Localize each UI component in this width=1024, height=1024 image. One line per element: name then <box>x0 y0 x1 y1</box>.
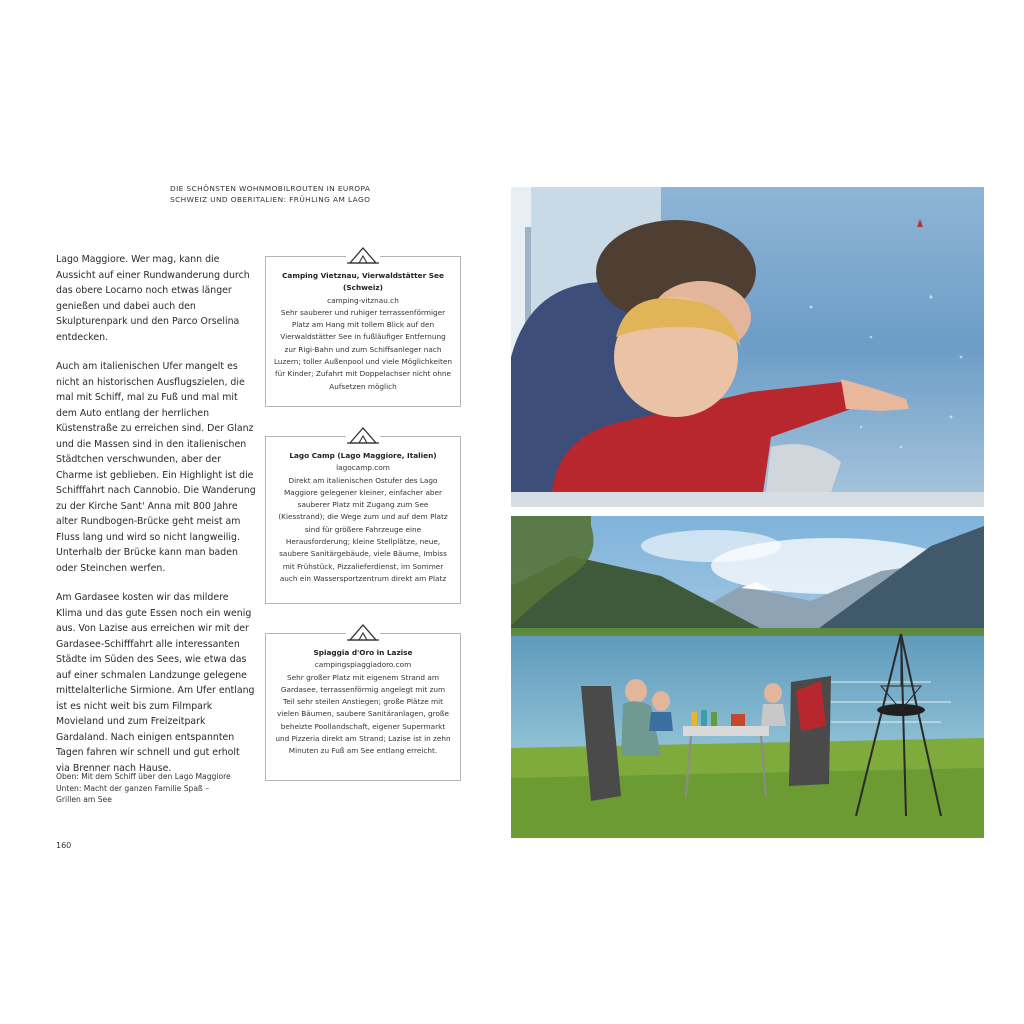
box-title: Spiaggia d'Oro in Lazise <box>313 648 413 657</box>
tent-icon <box>346 425 380 445</box>
box-website: lagocamp.com <box>336 463 390 473</box>
photo-caption <box>56 771 256 806</box>
campsite-box-vitznau <box>265 256 461 407</box>
running-header-line2: SCHWEIZ UND OBERITALIEN: FRÜHLING AM LAGO <box>170 195 371 204</box>
caption-line: Oben: Mit dem Schiff über den Lago Maggiore <box>56 772 231 781</box>
campsite-box-lagocamp <box>265 436 461 604</box>
campsite-box-spiaggia <box>265 633 461 781</box>
running-header-line1: DIE SCHÖNSTEN WOHNMOBILROUTEN IN EUROPA <box>170 184 371 193</box>
caption-line: Grillen am See <box>56 795 112 804</box>
body-paragraph: Lago Maggiore. Wer mag, kann die Aussicht auf einer Rundwanderung durch das obere Locarno noch etwas länger genießen und dabei auch den Skulpturenpark und den Parco Orselina entdecken. <box>56 254 250 343</box>
box-description: Sehr sauberer und ruhiger terrassenförmiger Platz am Hang mit tollem Blick auf den Vierwaldstätter See in fußläufiger Entfernung zur Rigi-Bahn und zum Schiffsanleger nach Luzern; toller Außenpool und viele Möglichkeiten für Kinder; Zufahrt mit Doppelachser nicht ohne Aufsetzen möglich <box>274 307 452 391</box>
box-description: Sehr großer Platz mit eigenem Strand am Gardasee, terrassenförmig angelegt mit zum Teil sehr steilen Anstiegen; große Plätze mit vielen Bäumen, saubere Sanitäranlagen, große beheizte Poollandschaft, eigener Supermarkt und Pizzeria direkt am Strand; Lazise ist in zehn Minuten zu Fuß am See entlang erreicht. <box>275 672 451 756</box>
box-website: campingspiaggiadoro.com <box>314 660 412 670</box>
box-title: Lago Camp (Lago Maggiore, Italien) <box>289 451 437 460</box>
tent-icon <box>346 245 380 265</box>
photo-ferry-lake <box>511 187 984 507</box>
caption-line: Unten: Macht der ganzen Familie Spaß – <box>56 783 210 793</box>
page-number: 160 <box>56 841 72 850</box>
running-header <box>170 183 450 205</box>
photo-lakeside-grill <box>511 516 984 838</box>
box-website: camping-vitznau.ch <box>327 295 399 305</box>
box-description: Direkt am italienischen Ostufer des Lago Maggiore gelegener kleiner, einfacher aber sauberer Platz mit Zugang zum See (Kiesstrand); die Wege zum und auf dem Platz sind für größere Fahrzeuge eine Herausforderung; kleine Stellplätze, neue, saubere Sanitärgebäude, viele Bäume, Imbiss mit Frühstück, Pizzalieferdienst, im Sommer auch ein Wassersportzentrum direkt am Platz <box>278 475 448 583</box>
tent-icon <box>346 622 380 642</box>
body-paragraph: Auch am italienischen Ufer mangelt es nicht an historischen Ausflugszielen, die mal mit Schiff, mal zu Fuß und mal mit dem Auto entlang der herrlichen Küstenstraße zu erreichen sind. Der Glanz und die Massen sind in den italienischen Städtchen verschwunden, aber der Charme ist geblieben. Ein Highlight ist die Schifffahrt nach Cannobio. Die Wanderung zu der Kirche Sant' Anna mit 800 Jahre alter Rundbogen-Brücke geht meist am Fluss lang und wird so nicht langweilig. Unterhalb der Brücke kann man baden oder Steinchen werfen. <box>56 361 256 574</box>
body-text-column <box>56 252 256 790</box>
box-title: Camping Vietznau, Vierwaldstätter See (Schweiz) <box>282 271 444 293</box>
body-paragraph: Am Gardasee kosten wir das mildere Klima und das gute Essen noch ein wenig aus. Von Lazise aus erreichen wir mit der Gardasee-Schifffahrt alle interessanten Städte im Süden des Sees, wie etwa das auf einer schmalen Landzunge gelegene mittelalterliche Sirmione. Am Ufer entlang ist es nicht weit bis zum Filmpark Movieland und zum Freizeitpark Gardaland. Nach einigen entspannten Tagen fahren wir schnell und gut erholt via Brenner nach Hause. <box>56 592 255 774</box>
